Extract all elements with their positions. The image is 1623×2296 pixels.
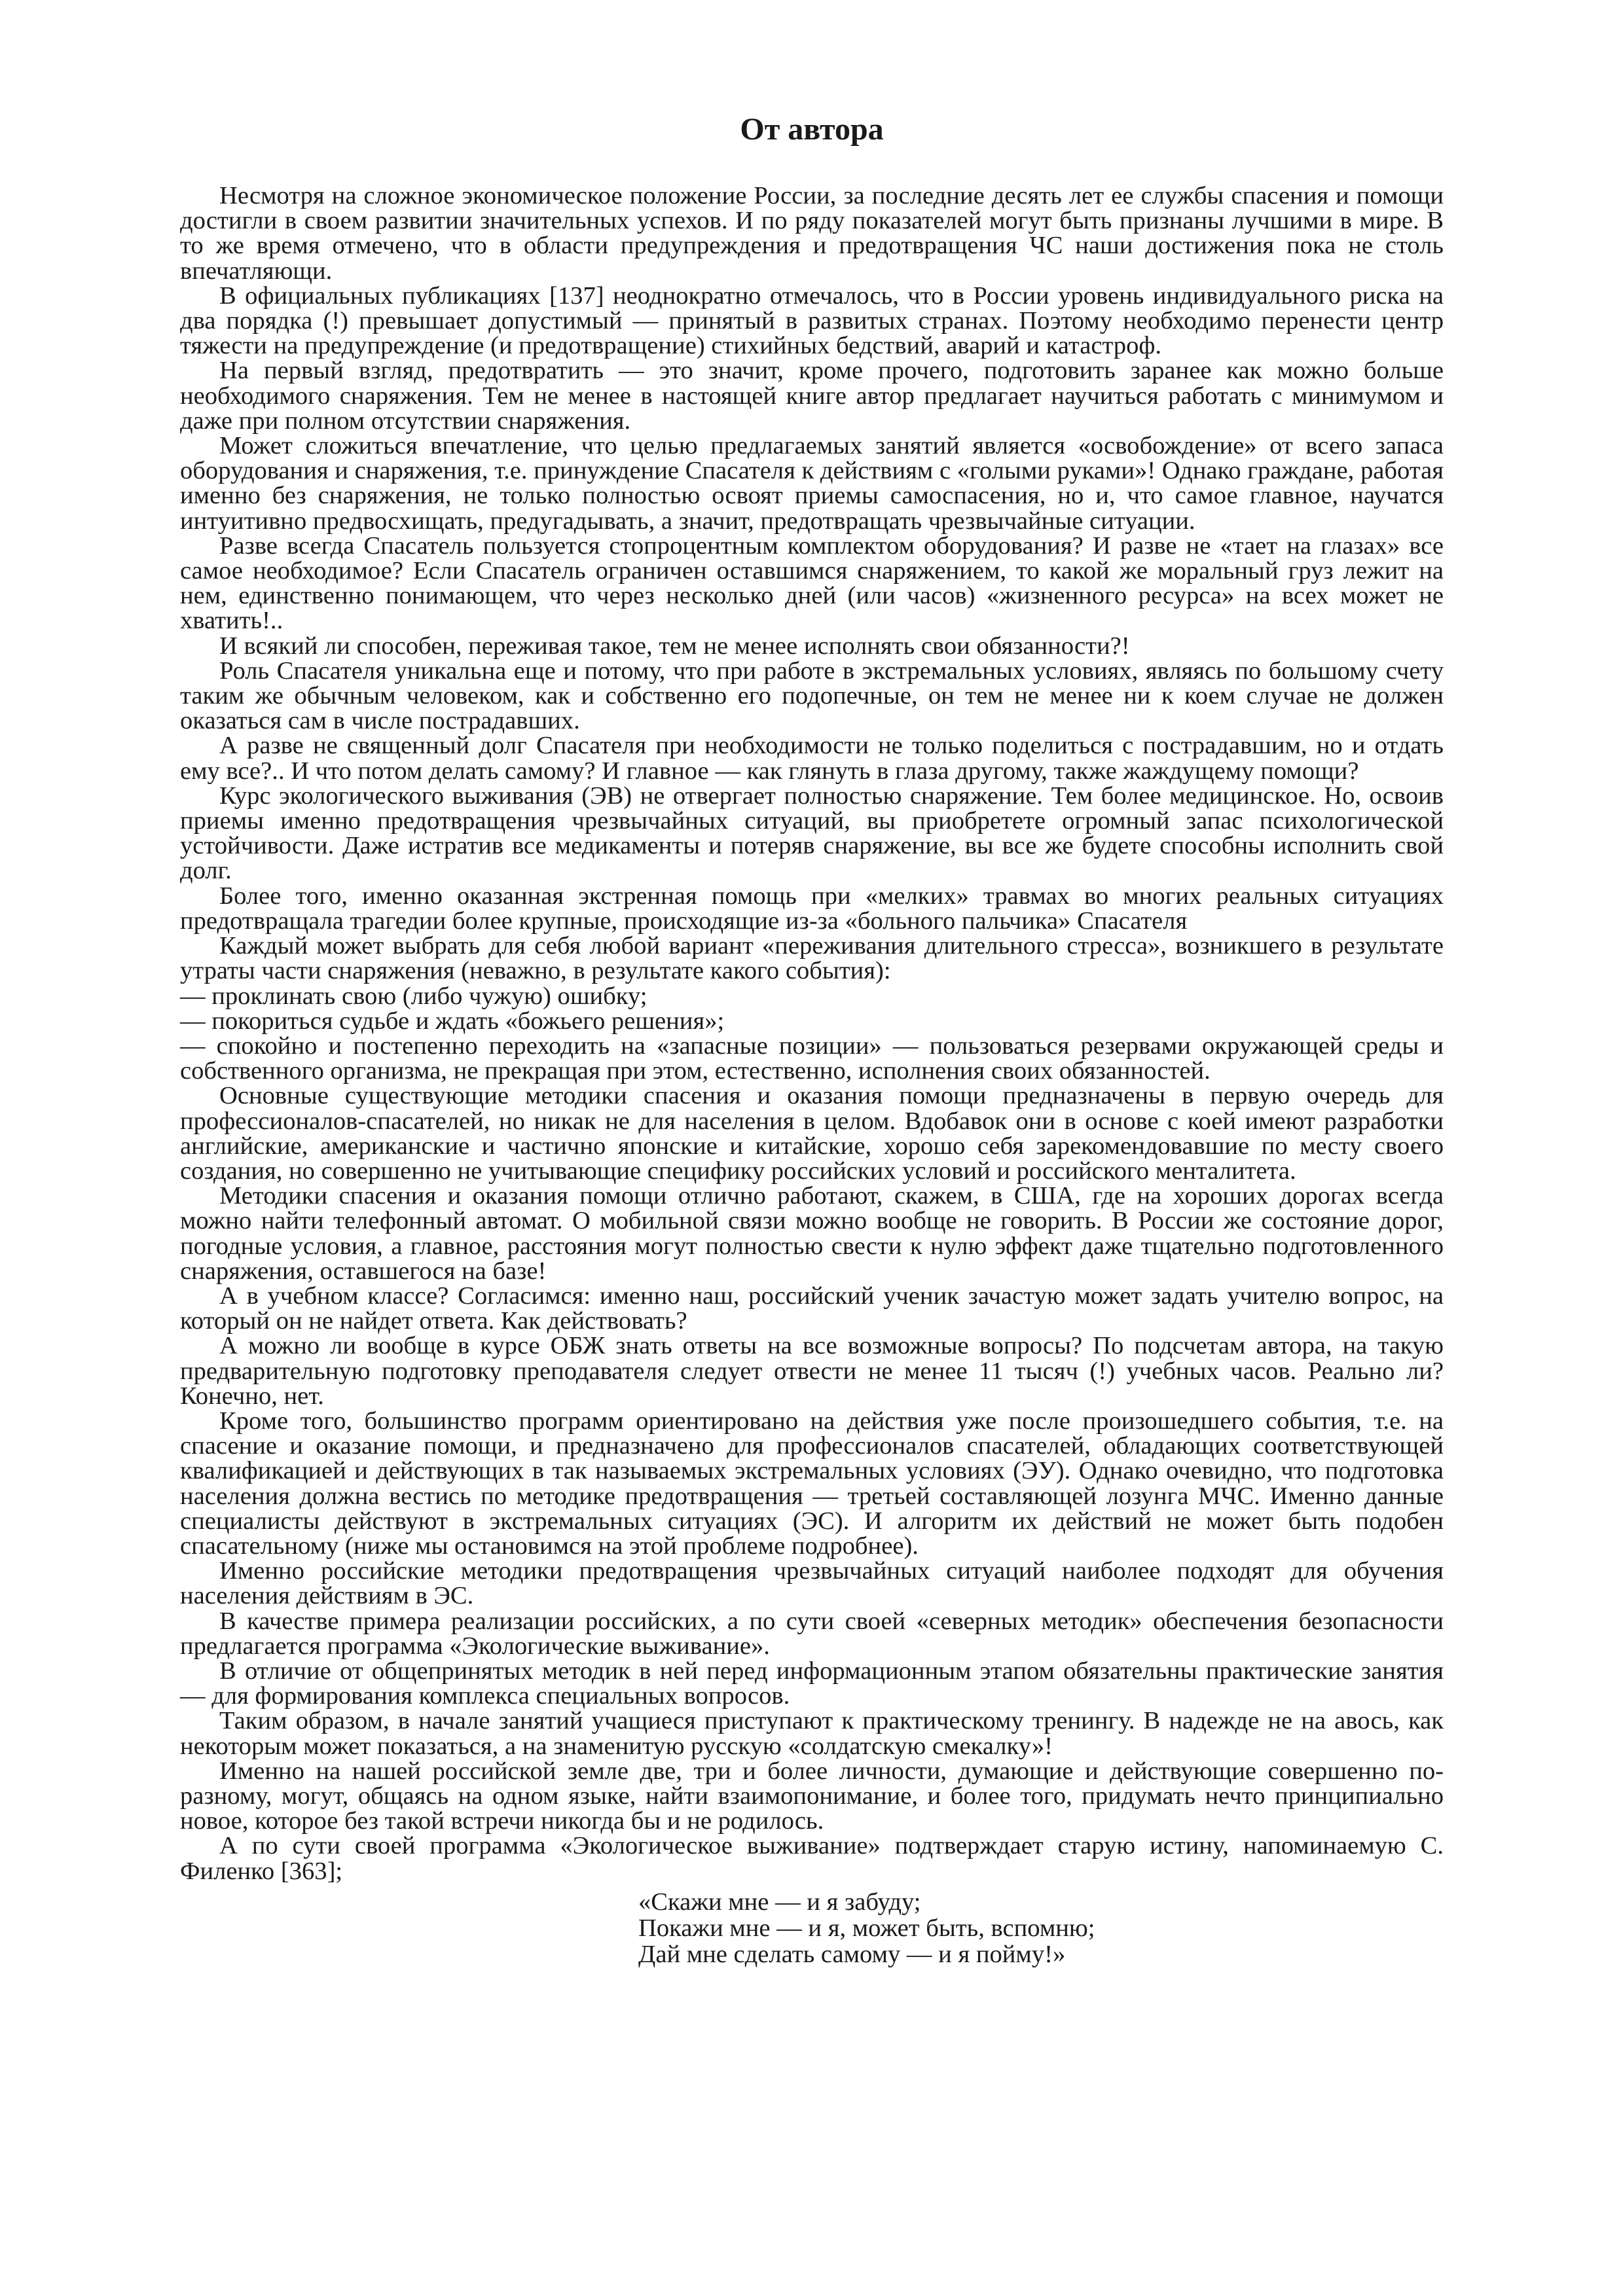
paragraph: Именно на нашей российской земле две, три и более личности, думающие и действующие совершенно по-разному, могут, общаясь на одном языке, найти взаимопонимание, и более того, придумать нечто принципиально новое, которое без такой встречи никогда бы и не родилось.: [180, 1757, 1444, 1835]
paragraph: Разве всегда Спасатель пользуется стопроцентным комплектом оборудования? И разве не «тает на глазах» все самое необходимое? Если Спасатель ограничен оставшимся снаряжением, то какой же моральный груз лежит на нем, единственно понимающем, что через несколько дней (или часов) «жизненного ресурса» на всех может не хватить!..: [180, 531, 1444, 635]
paragraph: Роль Спасателя уникальна еще и потому, что при работе в экстремальных условиях, являясь по большому счету таким же обычным человеком, как и собственно его подопечные, он тем не менее ни к коем случае не должен оказаться сам в числе пострадавших.: [180, 656, 1444, 735]
quote-line: «Скажи мне — и я забуду;: [638, 1888, 921, 1916]
paragraph: А в учебном классе? Согласимся: именно наш, российский ученик зачастую может задать учителю вопрос, на который он не найдет ответа. Как действовать?: [180, 1282, 1444, 1335]
paragraph: И всякий ли способен, переживая такое, тем не менее исполнять свои обязанности?!: [219, 632, 1130, 660]
paragraph: Методики спасения и оказания помощи отлично работают, скажем, в США, где на хороших дорогах всегда можно найти телефонный автомат. О мобильной связи можно вообще не говорить. В России же состояние дорог, погодные условия, а главное, расстояния могут полностью свести к нулю эффект даже тщательно подготовленного снаряжения, оставшегося на базе!: [180, 1182, 1444, 1285]
paragraph: А разве не священный долг Спасателя при необходимости не только поделиться с пострадавшим, но и отдать ему все?.. И что потом делать самому? И главное — как глянуть в глаза другому, также жаждущему помощи?: [180, 732, 1444, 785]
paragraph: Несмотря на сложное экономическое положение России, за последние десять лет ее службы спасения и помощи достигли в своем развитии значительных успехов. И по ряду показателей могут быть признаны лучшими в мире. В то же время отмечено, что в области предупреждения и предотвращения ЧС наши достижения пока не столь впечатляющи.: [180, 182, 1444, 285]
paragraph: Кроме того, большинство программ ориентировано на действия уже после произошедшего события, т.е. на спасение и оказание помощи, и предназначено для профессионалов спасателей, обладающих соответствующей квалификацией и действующих в так называемых экстремальных условиях (ЭУ). Однако очевидно, что подготовка населения должна вестись по методике предотвращения — третьей составляющей лозунга МЧС. Именно данные специалисты действуют в экстремальных ситуациях (ЭС). И алгоритм их действий не может быть подобен спасательному (ниже мы остановимся на этой проблеме подробнее).: [180, 1407, 1444, 1560]
paragraph: Курс экологического выживания (ЭВ) не отвергает полностью снаряжение. Тем более медицинское. Но, освоив приемы именно предотвращения чрезвычайных ситуаций, вы приобретете огромный запас психологической устойчивости. Даже истратив все медикаменты и потеряв снаряжение, вы все же будете способны исполнить свой долг.: [180, 781, 1444, 885]
list-item: — покориться судьбе и ждать «божьего решения»;: [180, 1007, 725, 1035]
quote-line: Дай мне сделать самому — и я пойму!»: [638, 1940, 1066, 1968]
paragraph: Может сложиться впечатление, что целью предлагаемых занятий является «освобождение» от всего запаса оборудования и снаряжения, т.е. принуждение Спасателя к действиям с «голыми руками»! Однако граждане, работая именно без снаряжения, не только полностью освоят приемы самоспасения, но и, что самое главное, научатся интуитивно предвосхищать, предугадывать, а значит, предотвращать чрезвычайные ситуации.: [180, 432, 1444, 535]
paragraph: В качестве примера реализации российских, а по сути своей «северных методик» обеспечения безопасности предлагается программа «Экологические выживание».: [180, 1607, 1444, 1660]
paragraph: Именно российские методики предотвращения чрезвычайных ситуаций наиболее подходят для обучения населения действиям в ЭС.: [180, 1557, 1444, 1610]
paragraph: Каждый может выбрать для себя любой вариант «переживания длительного стресса», возникшего в результате утраты части снаряжения (неважно, в результате какого события):: [180, 932, 1444, 985]
page-title: От автора: [740, 112, 884, 147]
paragraph: А можно ли вообще в курсе ОБЖ знать ответы на все возможные вопросы? По подсчетам автора, на такую предварительную подготовку преподавателя следует отвести не менее 11 тысяч (!) учебных часов. Реально ли? Конечно, нет.: [180, 1332, 1444, 1410]
paragraph: В отличие от общепринятых методик в ней перед информационным этапом обязательны практические занятия — для формирования комплекса специальных вопросов.: [180, 1657, 1444, 1710]
paragraph: На первый взгляд, предотвратить — это значит, кроме прочего, подготовить заранее как можно больше необходимого снаряжения. Тем не менее в настоящей книге автор предлагает научиться работать с минимумом и даже при полном отсутствии снаряжения.: [180, 357, 1444, 435]
epigraph-quote: [638, 1889, 1444, 1967]
page-content: [180, 110, 1444, 1967]
paragraph: Таким образом, в начале занятий учащиеся приступают к практическому тренингу. В надежде не на авось, как некоторым может показаться, а на знаменитую русскую «солдатскую смекалку»!: [180, 1707, 1444, 1760]
paragraph: Более того, именно оказанная экстренная помощь при «мелких» травмах во многих реальных ситуациях предотвращала трагедии более крупные, происходящие из-за «больного пальчика» Спасателя: [180, 882, 1444, 935]
paragraph: В официальных публикациях [137] неоднократно отмечалось, что в России уровень индивидуального риска на два порядка (!) превышает допустимый — принятый в развитых странах. Поэтому необходимо перенести центр тяжести на предупреждение (и предотвращение) стихийных бедствий, аварий и катастроф.: [180, 281, 1444, 360]
list-item: — спокойно и постепенно переходить на «запасные позиции» — пользоваться резервами окружающей среды и собственного организма, не прекращая при этом, естественно, исполнения своих обязанностей.: [180, 1031, 1444, 1085]
paragraph: Основные существующие методики спасения и оказания помощи предназначены в первую очередь для профессионалов-спасателей, но никак не для населения в целом. Вдобавок они в основе с коей имеют разработки английские, американские и частично японские и китайские, хорошо себя зарекомендовавшие по месту своего создания, но совершенно не учитывающие специфику российских условий и российского менталитета.: [180, 1082, 1444, 1185]
quote-line: Покажи мне — и я, может быть, вспомню;: [638, 1914, 1095, 1942]
paragraph: А по сути своей программа «Экологическое выживание» подтверждает старую истину, напоминаемую С. Филенко [363];: [180, 1832, 1444, 1885]
list-item: — проклинать свою (либо чужую) ошибку;: [180, 982, 647, 1010]
